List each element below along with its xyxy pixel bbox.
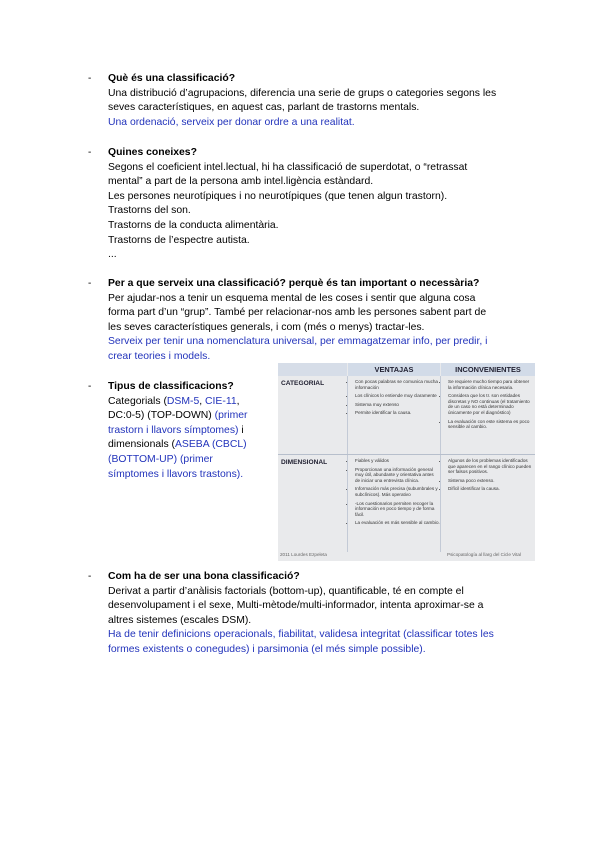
question-heading: Tipus de classificacions?: [108, 381, 234, 392]
bullet-dash: -: [88, 147, 92, 158]
section-known-classifications: [88, 146, 467, 263]
body-line: forma part d’un “grup”. També per relacionar-nos amb les persones sabent part de: [108, 307, 487, 319]
table-footer-author: 2011 Lourdes Ezpeleta: [280, 552, 327, 557]
section-types: [88, 380, 248, 482]
section-what-is-classification: [88, 72, 496, 130]
section-purpose: [88, 277, 487, 365]
bullet-dash: -: [88, 278, 92, 289]
answer-line: Una ordenació, serveix per donar ordre a una realitat.: [108, 116, 355, 128]
answer-line: crear teories i models.: [108, 350, 211, 362]
body-line: Trastorns de l’espectre autista.: [108, 234, 250, 246]
aseba-ref: ASEBA (CBCL): [175, 439, 247, 451]
table-header-inconvenientes: INCONVENIENTES: [441, 363, 535, 376]
body-line: Trastorns del son.: [108, 205, 191, 217]
cell-cat-ventajas: • Con pocas palabras se comunica mucha información • Los clínicos lo entiende muy claramente • Sistema muy extenso • Permite identificar la causa.: [348, 379, 440, 419]
table-header-ventajas: VENTAJAS: [348, 363, 440, 376]
row-label-dimensional: DIMENSIONAL: [281, 459, 328, 466]
body-line: Categorials (DSM-5, CIE-11,: [108, 395, 240, 407]
dsm5-ref: DSM-5: [166, 395, 200, 407]
question-heading: Com ha de ser una bona classificació?: [108, 571, 300, 582]
answer-line: Serveix per tenir una nomenclatura universal, per emmagatzemar info, per predir, i: [108, 336, 488, 348]
body-line: ...: [108, 249, 117, 261]
comparison-table-image: [278, 363, 535, 561]
body-line: mental” a part de la persona amb intel.ligència estàndard.: [108, 176, 374, 188]
body-line: dimensionals (ASEBA (CBCL): [108, 439, 247, 451]
bullet-dash: -: [88, 381, 92, 392]
cell-dim-ventajas: • Fiables y válidos • Proporcionan una información general muy útil, abundante y orientativa antes de iniciar una entrevista clínica. • Información más precisa (subumbrales y subclínicos). Más operativo • -Los cuestionarios permiten recoger la información en poco tiempo y de forma fácil. • La evaluación es más sensible al cambio.: [348, 458, 440, 529]
body-line: les seves característiques generals, i com (més o menys) tractar-les.: [108, 321, 425, 333]
body-line: símptomes i llavors trastons).: [108, 468, 244, 480]
row-label-categorial: CATEGORIAL: [281, 380, 325, 387]
body-line: Les persones neurotípiques i no neurotípiques (que tenen algun trastorn).: [108, 190, 448, 202]
body-line: altres sistemes (escales DSM).: [108, 614, 252, 626]
body-line: seves característiques, en aquest cas, parlant de trastorns mentals.: [108, 102, 420, 114]
bullet-dash: -: [88, 73, 92, 84]
question-heading: Què és una classificació?: [108, 73, 236, 84]
cell-cat-inconvenientes: • Se requiere mucho tiempo para obtener la información clínica necesaria. • Considera que los tr. son entidades discretas y NO continuas (el tratamiento de un caso no está determinado únicamente por el diagnóstico) • La evaluación con este sistema es poco sensible al cambio.: [441, 379, 533, 433]
body-line: trastorn i llavors símptomes) i: [108, 424, 244, 436]
body-line: desenvolupament i el sexe, Multi-mètode/multi-informador, intenta aproximar-se a: [108, 600, 484, 612]
question-heading: Per a que serveix una classificació? perquè és tan important o necessària?: [108, 278, 480, 289]
answer-line: formes existents o conegudes) i parsimonia (el més simple possible).: [108, 643, 426, 655]
bullet-dash: -: [88, 571, 92, 582]
body-line: Derivat a partir d’anàlisis factorials (bottom-up), quantificable, té en compte el: [108, 585, 464, 597]
body-line: Segons el coeficient intel.lectual, hi ha classificació de superdotat, o “retrassat: [108, 161, 468, 173]
answer-line: Ha de tenir definicions operacionals, fiabilitat, validesa integritat (classificar totes les: [108, 629, 494, 641]
section-good-classification: [88, 570, 494, 658]
question-heading: Quines coneixes?: [108, 147, 197, 158]
body-line: Per ajudar-nos a tenir un esquema mental de les coses i sentir que alguna cosa: [108, 292, 476, 304]
body-line: Trastorns de la conducta alimentària.: [108, 219, 279, 231]
body-line: DC:0-5) (TOP-DOWN) (primer: [108, 410, 248, 422]
body-line: Una distribució d’agrupacions, diferencia una serie de grups o categories segons les: [108, 87, 497, 99]
table-footer-title: Psicopatología al llarg del Cicle Vital: [447, 552, 521, 557]
table-header-blank: [278, 363, 347, 376]
cie11-ref: CIE-11: [205, 395, 237, 407]
body-line: (BOTTOM-UP) (primer: [108, 453, 213, 465]
cell-dim-inconvenientes: • Algunos de los problemas identificados que aparecen en el rango clínico pueden ser falsos positivos. • Sistema poco extenso. • Difícil identificar la causa.: [441, 458, 533, 495]
